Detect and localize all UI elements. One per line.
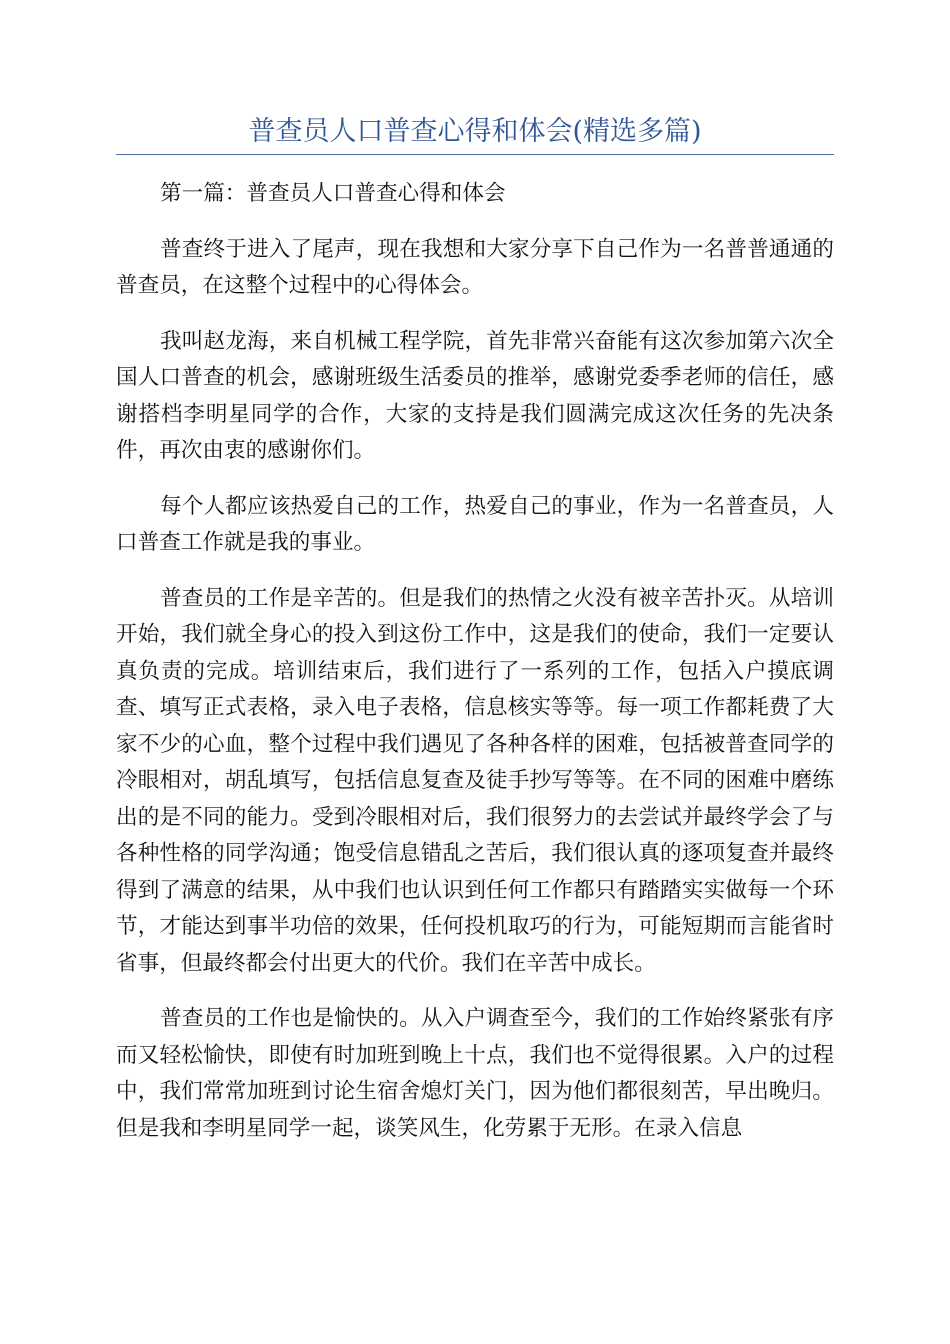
paragraph-3: 每个人都应该热爱自己的工作，热爱自己的事业，作为一名普查员，人口普查工作就是我的事业。 [116, 493, 834, 555]
paragraph-4: 普查员的工作是辛苦的。但是我们的热情之火没有被辛苦扑灭。从培训开始，我们就全身心的投入到这份工作中，这是我们的使命，我们一定要认真负责的完成。培训结束后，我们进行了一系列的工作，包括入户摸底调查、填写正式表格，录入电子表格，信息核实等等。每一项工作都耗费了大家不少的心血，整个过程中我们遇见了各种各样的困难，包括被普查同学的冷眼相对，胡乱填写，包括信息复查及徒手抄写等等。在不同的困难中磨练出的是不同的能力。受到冷眼相对后，我们很努力的去尝试并最终学会了与各种性格的同学沟通；饱受信息错乱之苦后，我们很认真的逐项复查并最终得到了满意的结果，从中我们也认识到任何工作都只有踏踏实实做每一个环节，才能达到事半功倍的效果，任何投机取巧的行为，可能短期而言能省时省事，但最终都会付出更大的代价。我们在辛苦中成长。 [116, 585, 834, 976]
paragraph-2: 我叫赵龙海，来自机械工程学院，首先非常兴奋能有这次参加第六次全国人口普查的机会，感谢班级生活委员的推举，感谢党委季老师的信任，感谢搭档李明星同学的合作，大家的支持是我们圆满完成这次任务的先决条件，再次由衷的感谢你们。 [116, 328, 834, 463]
document-body [116, 176, 834, 1166]
title-block [116, 112, 834, 155]
section-heading: 第一篇：普查员人口普查心得和体会 [160, 181, 506, 206]
paragraph-1: 普查终于进入了尾声，现在我想和大家分享下自己作为一名普普通通的普查员，在这整个过程中的心得体会。 [116, 236, 834, 298]
document-title: 普查员人口普查心得和体会(精选多篇) [248, 116, 702, 147]
paragraph-5: 普查员的工作也是愉快的。从入户调查至今，我们的工作始终紧张有序而又轻松愉快，即使有时加班到晚上十点，我们也不觉得很累。入户的过程中，我们常常加班到讨论生宿舍熄灯关门，因为他们都很刻苦，早出晚归。但是我和李明星同学一起，谈笑风生，化劳累于无形。在录入信息 [116, 1006, 834, 1141]
